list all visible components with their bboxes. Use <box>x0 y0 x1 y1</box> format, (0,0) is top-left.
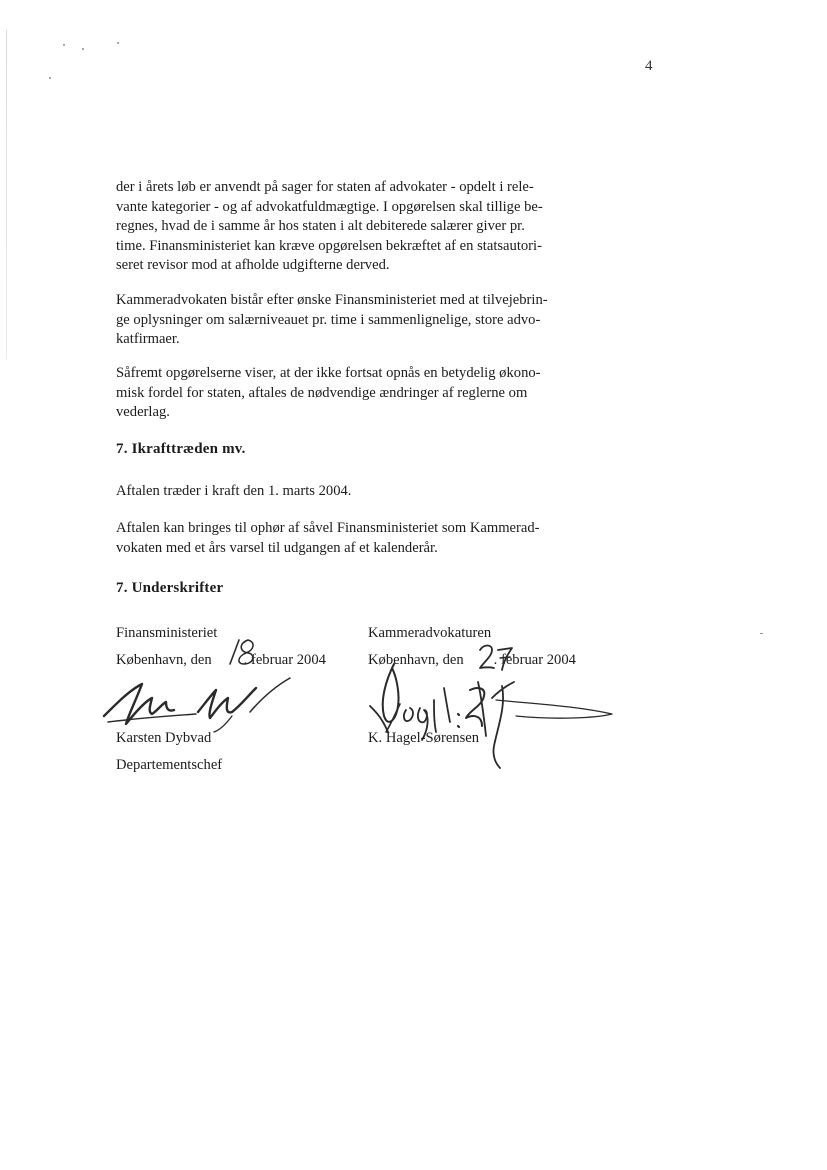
signature-hagel-sorensen <box>366 656 618 772</box>
text-line: vederlag. <box>116 404 170 421</box>
text-line: vokaten med et års varsel til udgangen af et kalenderår. <box>116 539 438 556</box>
text-line: ge oplysninger om salærniveauet pr. time i sammenlignelige, store advo- <box>116 311 541 328</box>
left-place-suffix: . februar 2004 <box>243 652 326 668</box>
scan-speck <box>82 48 84 50</box>
right-place-prefix: København, den <box>368 652 464 668</box>
scan-speck <box>760 633 763 634</box>
text-line: Kammeradvokaten bistår efter ønske Finansministeriet med at tilvejebrin- <box>116 292 548 308</box>
paragraph-termination <box>116 519 616 558</box>
paragraph-effective-date <box>116 482 616 502</box>
text-line: misk fordel for staten, aftales de nødvendige ændringer af reglerne om <box>116 384 528 401</box>
text-line: Aftalen kan bringes til ophør af såvel Finansministeriet som Kammerad- <box>116 520 540 536</box>
paragraph-adjustments <box>116 364 616 423</box>
left-signatory-name: Karsten Dybvad <box>116 730 212 746</box>
left-signatory-title: Departementschef <box>116 757 223 773</box>
section-heading-signatures: 7. Underskrifter <box>116 580 224 596</box>
right-organization: Kammeradvokaturen <box>368 625 492 641</box>
text-line: Såfremt opgørelserne viser, at der ikke fortsat opnås en betydelig økono- <box>116 365 541 381</box>
scan-speck <box>63 44 65 46</box>
text-line: der i årets løb er anvendt på sager for staten af advokater - opdelt i rele- <box>116 179 534 195</box>
text-line: seret revisor mod at afholde udgifterne derved. <box>116 257 390 274</box>
scan-speck <box>49 77 51 79</box>
text-line: Aftalen træder i kraft den 1. marts 2004. <box>116 483 352 499</box>
left-organization: Finansministeriet <box>116 625 218 641</box>
text-line: vante kategorier - og af advokatfuldmægtige. I opgørelsen skal tillige be- <box>116 198 543 215</box>
right-signatory-name: K. Hagel-Sørensen <box>368 730 480 746</box>
paragraph-fee-statement <box>116 178 616 276</box>
signature-karsten-dybvad <box>100 672 300 734</box>
page-number: 4 <box>645 58 653 74</box>
scan-edge <box>6 30 7 360</box>
paragraph-assistance <box>116 291 616 350</box>
text-line: time. Finansministeriet kan kræve opgørelsen bekræftet af en statsautori- <box>116 237 542 254</box>
scan-speck <box>117 42 119 44</box>
text-line: regnes, hvad de i samme år hos staten i alt debiterede salærer giver pr. <box>116 218 525 235</box>
left-place-date <box>116 651 326 670</box>
section-heading-commencement: 7. Ikrafttræden mv. <box>116 441 246 457</box>
left-place-prefix: København, den <box>116 652 212 668</box>
text-line: katfirmaer. <box>116 331 180 348</box>
handwritten-day-18 <box>224 634 264 670</box>
right-place-suffix: . februar 2004 <box>493 652 576 668</box>
